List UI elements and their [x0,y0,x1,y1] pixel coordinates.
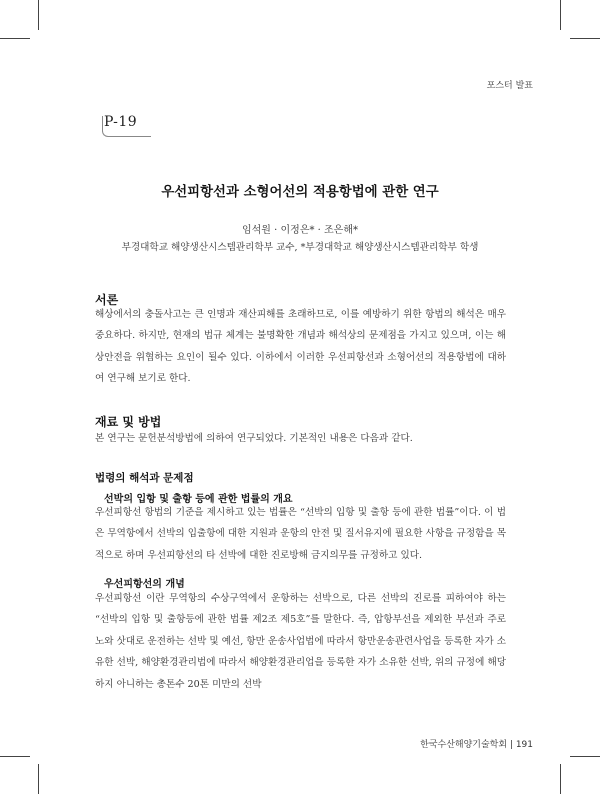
issues-sub2-heading: 우선피항선의 개념 [104,579,185,590]
affiliation: 부경대학교 해양생산시스템관리학부 교수, *부경대학교 해양생산시스템관리학부 학생 [121,242,479,253]
crop-mark [570,38,600,39]
crop-mark [0,756,30,757]
crop-mark [38,0,39,30]
paper-title: 우선피항선과 소형어선의 적용항법에 관한 연구 [161,184,439,200]
crop-mark [38,764,39,794]
crop-mark [560,0,561,30]
poster-id: P-19 [104,114,138,130]
issues-heading: 법령의 해석과 문제점 [95,472,194,484]
intro-body: 해상에서의 충돌사고는 큰 인명과 재산피해를 초래하므로, 이를 예방하기 위한 항법의 해석은 매우 중요하다. 하지만, 현재의 법규 체계는 불명확한 개념과 해석상의 문제점을 가지고 있으며, 이는 해상안전을 위협하는 요인이 될수 있다. 이하에서 이러한 우선피항선과 소형어선의 적용항법에 대하여 연구해 보기로 한다. [95,309,506,385]
crop-mark [570,756,600,757]
crop-mark [560,764,561,794]
crop-mark [0,38,30,39]
methods-body: 본 연구는 문헌분석방법에 의하여 연구되었다. 기본적인 내용은 다음과 같다. [95,433,413,444]
issues-sub2-body: 우선피항선 이란 무역항의 수상구역에서 운항하는 선박으로, 다른 선박의 진로를 피하여야 하는 “선박의 입항 및 출항등에 관한 법률 제2조 제5호”를 말한다. 즉, 압항부선을 제외한 부선과 주로 노와 삿대로 운전하는 선박 및 예선, 항만 운송사업법에 따라서 항만운송관련사업을 등록한 자가 소유한 선박, 해양환경관리법에 따라서 해양환경관리업을 등록한 자가 소유한 선박, 위의 규정에 해당하지 아니하는 총톤수 20톤 미만의 선박 [95,593,506,690]
issues-sub1-body: 우선피항선 항법의 기준을 제시하고 있는 법률은 “선박의 입항 및 출항 등에 관한 법률”이다. 이 법은 무역항에서 선박의 입출항에 대한 지원과 운항의 안전 및 질서유지에 필요한 사항을 규정함을 목적으로 하며 우선피항선의 타 선박에 대한 진로방해 금지의무를 규정하고 있다. [95,507,506,561]
page-footer: 한국수산해양기술학회 | 191 [420,740,533,750]
methods-heading: 재료 및 방법 [95,415,162,429]
authors: 임석원 · 이정은* · 조은해* [241,225,358,236]
section-label: 포스터 발표 [486,81,533,91]
issues-sub1-heading: 선박의 입항 및 출항 등에 관한 법률의 개요 [104,494,293,505]
intro-heading: 서론 [95,293,119,307]
